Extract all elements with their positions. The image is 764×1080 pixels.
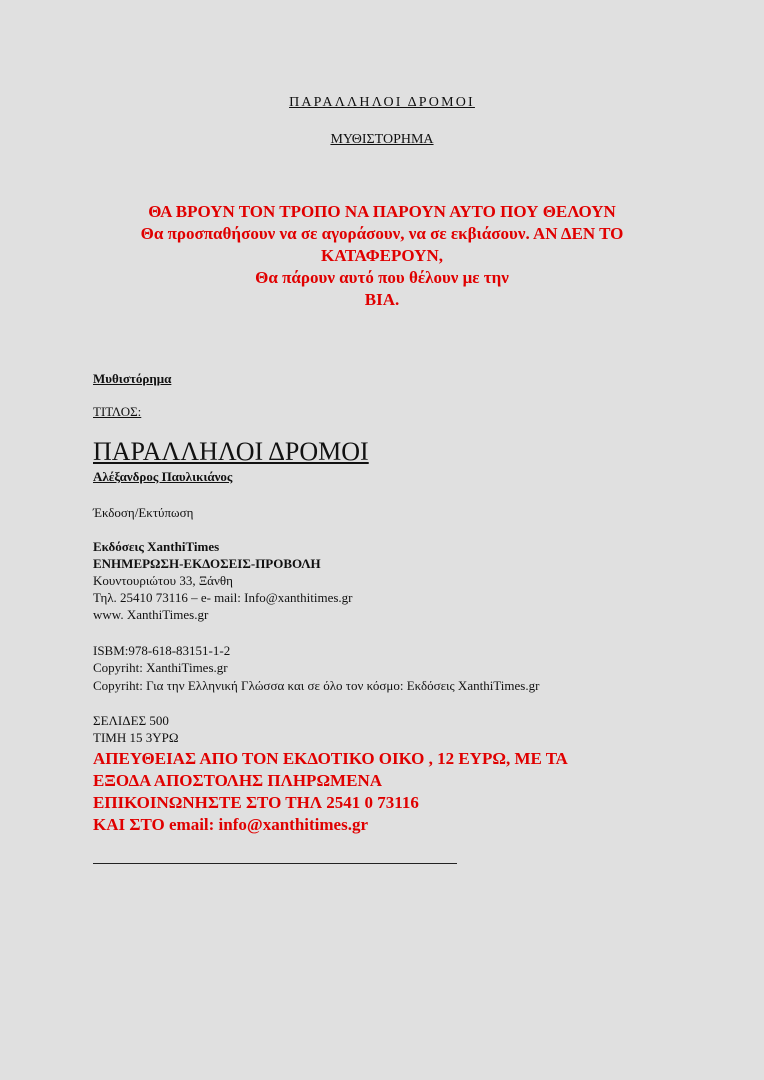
tagline-line-4: Θα πάρουν αυτό που θέλουν με την bbox=[255, 268, 509, 287]
isbn: ISBM:978-618-83151-1-2 bbox=[93, 643, 231, 658]
publisher-name: Εκδόσεις XanthiTimes bbox=[93, 539, 220, 554]
genre-label: Μυθιστόρημα bbox=[93, 371, 172, 386]
publisher-address: Κουντουριώτου 33, Ξάνθη bbox=[93, 573, 233, 588]
order-line-3: ΕΠΙΚΟΙΝΩΝΗΣΤΕ ΣΤΟ ΤΗΛ 2541 0 73116 bbox=[93, 793, 419, 812]
order-line-2: ΕΞΟΔΑ ΑΠΟΣΤΟΛΗΣ ΠΛΗΡΩΜΕΝΑ bbox=[93, 771, 382, 790]
book-title: ΠΑΡΑΛΛΗΛΟΙ ΔΡΟΜΟΙ bbox=[93, 437, 369, 466]
tagline-line-3: ΚΑΤΑΦΕΡΟΥΝ, bbox=[321, 246, 443, 265]
publisher-phone: Τηλ. 25410 73116 – e- mail: Info@xanthitimes.gr bbox=[93, 590, 353, 605]
edition-label: Έκδοση/Εκτύπωση bbox=[93, 505, 194, 520]
order-line-1: ΑΠΕΥΘΕΙΑΣ ΑΠΟ ΤΟΝ ΕΚΔΟΤΙΚΟ ΟΙΚΟ , 12 ΕΥΡΩ, ΜΕ ΤΑ bbox=[93, 749, 568, 768]
title-label: ΤΙΤΛΟΣ: bbox=[93, 404, 142, 419]
tagline-line-5: ΒΙΑ. bbox=[364, 290, 400, 309]
copyright-1: Copyriht: XanthiTimes.gr bbox=[93, 660, 228, 675]
publisher-desc: ΕΝΗΜΕΡΩΣΗ-ΕΚΔΟΣΕΙΣ-ΠΡΟΒΟΛΗ bbox=[93, 556, 321, 571]
price: ΤΙΜΗ 15 3ΥΡΩ bbox=[93, 730, 179, 745]
divider-line bbox=[93, 863, 457, 864]
copyright-2: Copyriht: Για την Ελληνική Γλώσσα και σε όλο τον κόσμο: Εκδόσεις XanthiTimes.gr bbox=[93, 678, 540, 693]
author-name: Αλέξανδρος Παυλικιάνος bbox=[93, 469, 233, 484]
header-genre: ΜΥΘΙΣΤΟΡΗΜΑ bbox=[330, 132, 434, 147]
tagline-line-2: Θα προσπαθήσουν να σε αγοράσουν, να σε εκβιάσουν. ΑΝ ΔΕΝ ΤΟ bbox=[140, 224, 624, 243]
order-line-4: ΚΑΙ ΣΤΟ email: info@xanthitimes.gr bbox=[93, 815, 368, 834]
tagline-line-1: ΘΑ ΒΡΟΥΝ ΤΟΝ ΤΡΟΠΟ ΝΑ ΠΑΡΟΥΝ ΑΥΤΟ ΠΟΥ ΘΕΛΟΥΝ bbox=[148, 202, 616, 221]
publisher-website: www. XanthiTimes.gr bbox=[93, 607, 209, 622]
header-title: ΠΑΡΑΛΛΗΛΟΙ ΔΡΟΜΟΙ bbox=[289, 95, 475, 110]
pages-count: ΣΕΛΙΔΕΣ 500 bbox=[93, 713, 169, 728]
